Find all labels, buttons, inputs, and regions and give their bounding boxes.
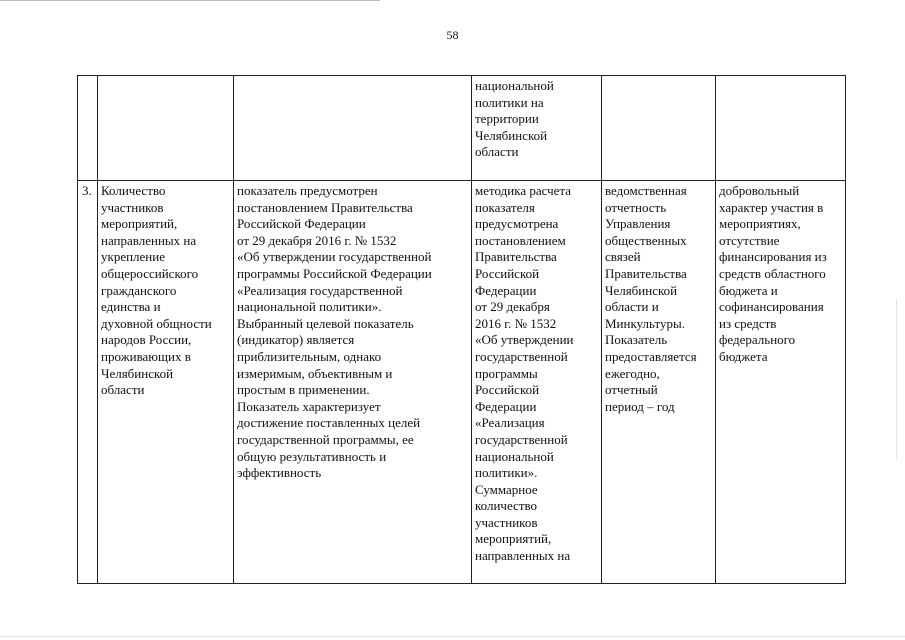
cell-data-source: ведомственная отчетность Управления общественных связей Правительства Челябинской области и Минкультуры. Показатель предоставляется ежегодно, отчетный период – год	[602, 181, 716, 584]
cell-notes-empty	[716, 76, 846, 181]
cell-basis-empty	[234, 76, 472, 181]
cell-indicator-basis: показатель предусмотрен постановлением Правительства Российской Федерации от 29 декабря 2016 г. № 1532 «Об утверждении государственной программы Российской Федерации «Реализация государственной национальной политики». Выбранный целевой показатель (индикатор) является приблизительным, однако измеримым, объективным и простым в применении. Показатель характеризует достижение поставленных целей государственной программы, ее общую результативность и эффективность	[234, 181, 472, 584]
table-row-indicator-3	[78, 181, 846, 584]
cell-method-continuation: национальной политики на территории Челябинской области	[472, 76, 602, 181]
cell-name-empty	[98, 76, 234, 181]
scan-bottom-edge	[0, 636, 905, 637]
cell-calculation-method: методика расчета показателя предусмотрена постановлением Правительства Российской Федерации от 29 декабря 2016 г. № 1532 «Об утверждении государственной программы Российской Федерации «Реализация государственной национальной политики». Суммарное количество участников мероприятий, направленных на	[472, 181, 602, 584]
scan-top-edge	[0, 0, 380, 1]
scan-artifact	[896, 300, 901, 460]
page-number: 58	[446, 28, 459, 42]
cell-indicator-name: Количество участников мероприятий, направленных на укрепление общероссийского гражданского единства и духовной общности народов России, проживающих в Челябинской области	[98, 181, 234, 584]
indicator-table	[77, 75, 846, 584]
cell-source-empty	[602, 76, 716, 181]
cell-number-empty	[78, 76, 98, 181]
cell-notes: добровольный характер участия в мероприятиях, отсутствие финансирования из средств областного бюджета и софинансирования из средств федерального бюджета	[716, 181, 846, 584]
cell-row-number: 3.	[78, 181, 98, 584]
table-row-continuation	[78, 76, 846, 181]
